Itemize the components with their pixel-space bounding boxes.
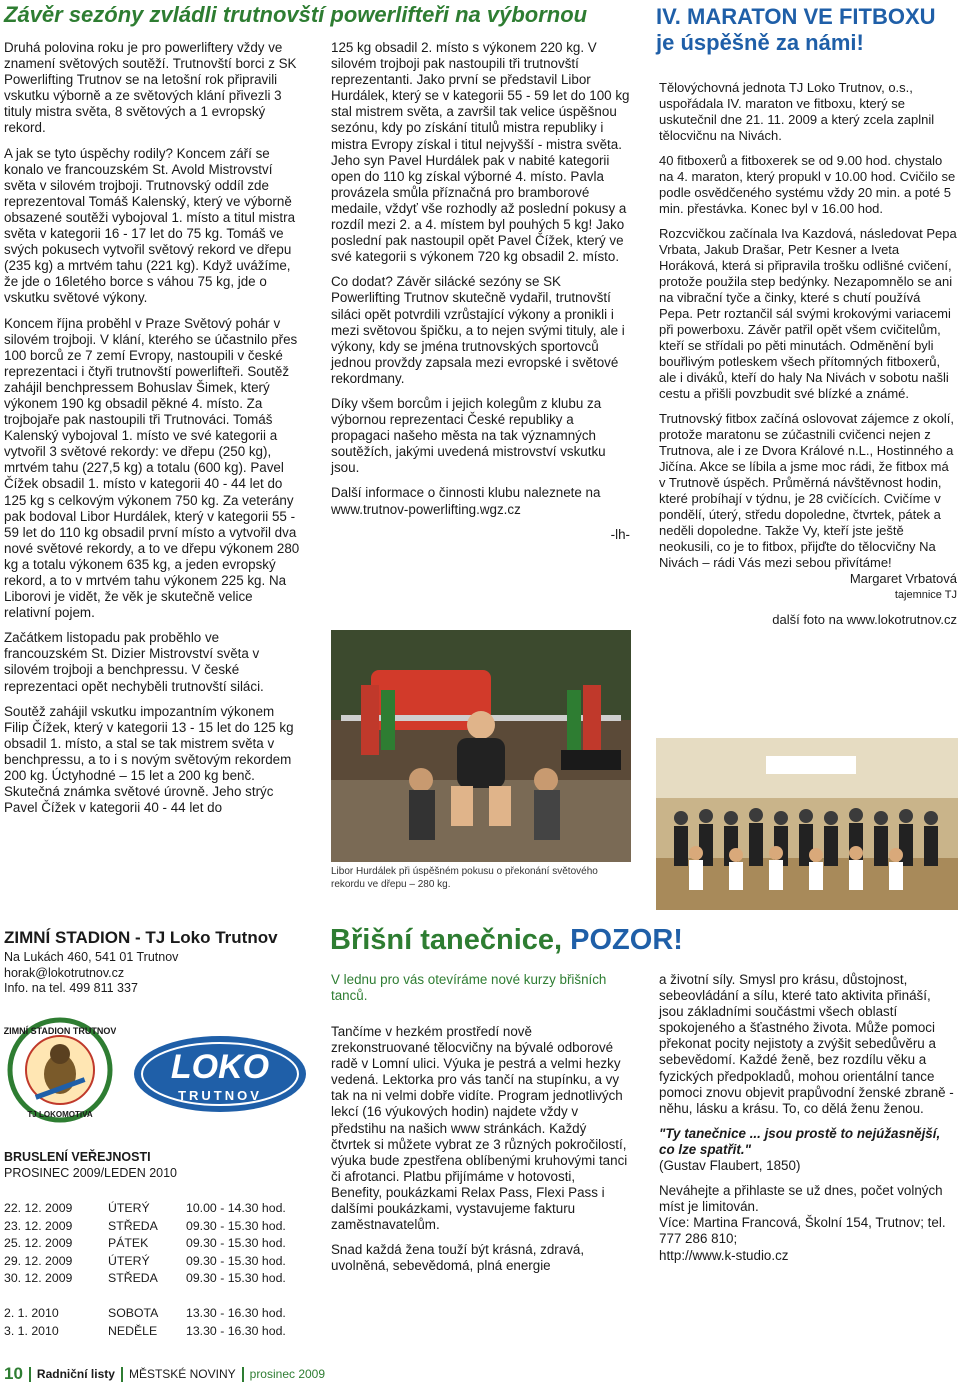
paragraph: Druhá polovina roku je pro powerliftery vždy ve znamení světových soutěží. Trutnovští borci z SK Powerlifting Trutnov se na letošní rok připravili vskutku výborně a ze světových klání přivezli 3 tituly mistra světa, 8 světových a 1 evropský rekord.: [4, 40, 297, 136]
belly-title-part1: Břišní tanečnice,: [330, 924, 571, 956]
skating-schedule: [4, 1200, 314, 1340]
schedule-time: 10.00 - 14.30 hod.: [186, 1201, 286, 1215]
powerlifting-column-2: [331, 40, 630, 552]
logo-word-loko: LOKO: [170, 1048, 270, 1086]
paragraph: a životní síly. Smysl pro krásu, důstojnost, sebeovládání a sílu, které tato aktivita přináší, jsou základními součástmi všech oblastí spokojeného a šťastného života. Může pomoci překonat pocity nejistoty a zvýšit sebedůvěru a sebevědomí. Každé ženě, bez rozdílu věku a fyzických předpokladů, mohou orientální tance pomoci znovu objevit prapůvodní ženské zbraně - něhu, lásku a krásu. To, co dělá ženu ženou.: [659, 972, 954, 1116]
footer-issue: prosinec 2009: [249, 1367, 326, 1381]
schedule-row: [4, 1323, 314, 1341]
footer-divider: [242, 1367, 244, 1382]
schedule-row: [4, 1270, 314, 1288]
paragraph: Rozcvičkou začínala Iva Kazdová, následovat Pepa Vrbata, Jakub Drašar, Petr Kesner a Iveta Horáková, která si připravila trošku odlišné cvičení, protože použila step bedýnky. Nezapomnělo se ani na vibrační tyče a činky, které s chutí používá Pepa. Petr roztančil sál svými krokovými variacemi při powerboxu. Závěr patřil opět všem cvičitelům, kteří se střídali po pěti minutách. Odměnění byli bouřlivým potleskem všech přítomných fitboxerů, ale i diváků, kteří do haly Na Nivách v sobotu našli cestu a přišli povzbudit své blízké a známé.: [659, 226, 957, 401]
quote: "Ty tanečnice ... jsou prostě to nejúžasnější, co lze spatřit.": [659, 1125, 941, 1157]
schedule-time: 09.30 - 15.30 hod.: [186, 1271, 286, 1286]
schedule-subtitle: PROSINEC 2009/LEDEN 2010: [4, 1165, 178, 1180]
schedule-day: STŘEDA: [108, 1218, 158, 1233]
paragraph: Tančíme v hezkém prostředí nově zrekonstruované tělocvičny na bývalé odborové radě v Lomní ulici. Výuka je pestrá a velmi hezky vedená. Lektorka pro vás tančí na stupínku, a vy tak na ni velmi dobře vidíte. Program jednotlivých lekcí (16 výukových hodin) najdete vždy v předstihu na našich www stránkách. Každý čtvrtek si můžete vybrat ze 3 různých pokročilostí, výuka bude zpestřena oblíbenými kruhovými tanci či afrotanci. Platbu přijímáme v hotovosti, Benefity, poukázkami Relax Pass, Flexi Pass i dalšími poukázkami, vystavujeme fakturu zaměstnavatelům.: [331, 1024, 628, 1233]
schedule-date: 23. 12. 2009: [4, 1218, 73, 1233]
paragraph: Co dodat? Závěr silácké sezóny se SK Powerlifting Trutnov skutečně vydařil, trutnovští siláci opět potvrdili vzrůstající výkony a pronikli i mezi světovou špičku, a to nejen svými tituly, ale i výkony, kdy se jména trutnovských sportovců jednou provždy zapsala mezi evropské i světové rekordmany.: [331, 274, 625, 386]
stadium-contact: [4, 950, 314, 997]
schedule-date: 29. 12. 2009: [4, 1253, 73, 1268]
powerlifting-column-1: [4, 40, 300, 825]
logo-subtext: TJ LOKOMOTIVA: [27, 1110, 93, 1119]
maraton-group-photo: [656, 738, 958, 910]
article-title-maraton: [656, 4, 956, 56]
quote-author: (Gustav Flaubert, 1850): [659, 1158, 801, 1174]
schedule-row: [4, 1200, 314, 1218]
author-signature: -lh-: [610, 526, 630, 542]
stadium-phone: Info. na tel. 499 811 337: [4, 981, 138, 995]
page-number: 10: [4, 1364, 23, 1383]
more-photos-link: další foto na www.lokotrutnov.cz: [772, 612, 957, 627]
group-photo-illustration: [656, 738, 958, 910]
belly-column-2: [659, 972, 957, 1273]
page-footer: [4, 1364, 325, 1384]
schedule-time: 09.30 - 15.30 hod.: [186, 1253, 286, 1268]
author-name: Margaret Vrbatová: [849, 571, 957, 586]
powerlifting-photo: [331, 630, 631, 862]
schedule-row: [4, 1305, 314, 1323]
article-title-powerlifting: Závěr sezóny zvládli trutnovští powerlifteři na výbornou: [4, 2, 588, 27]
logo-text: ZIMNÍ STADION TRUTNOV: [4, 1026, 116, 1036]
paragraph: Další informace o činnosti klubu naleznete na www.trutnov-powerlifting.wgz.cz: [331, 485, 601, 517]
schedule-time: 13.30 - 16.30 hod.: [186, 1305, 286, 1320]
maraton-body: [659, 80, 957, 637]
paragraph: 40 fitboxerů a fitboxerek se od 9.00 hod. chystalo na 4. maraton, který propukl v 10.00 hod. Cvičilo se podle osvědčeného systému vždy 20 min. a poté 5 min. přestávka. Konec byl v 16.00 hod.: [659, 153, 956, 216]
schedule-time: 13.30 - 16.30 hod.: [186, 1323, 286, 1338]
paragraph: Koncem října proběhl v Praze Světový pohár v silovém trojboji. V klání, kterého se účastnilo přes 100 borců ze 7 zemí Evropy, nastoupili v české reprezentaci i čtyři trutnovští powerlifteři. Soutěž zahájil benchpressem Bohuslav Šimek, který výkonem 190 kg obsadil pěkné 4. místo. Za trojbojaře pak nastoupili tři Trutnováci. Tomáš Kalenský vybojoval 1. místo ve své kategorii a vytvořil 3 světové rekordy: ve dřepu (250 kg), mrtvém tahu (227,5 kg) a totalu (600 kg). Pavel Čížek obsadil 1. místo v kategorii 40 - 44 let do 125 kg s celkovým výkonem 750 kg. Za veterány pak bodoval Libor Hurdálek, který v kategorii 55 - 59 let do 110 kg obsadil první místo a vytvořil dva nové světové rekordy, a to ve dřepu výkonem 280 kg a totalu výkonem 635 kg, a jeden evropský rekord, a to v mrtvém tahu výkonem 225 kg. Na Liborovi je vidět, že věk je skutečně velice relativní pojem.: [4, 315, 300, 621]
paragraph: Soutěž zahájil vskutku impozantním výkonem Filip Čížek, který v kategorii 13 - 15 let do 125 kg obsadil 1. místo, a stal se tak mistrem světa v benchpressu, a to i s novým světovým rekordem 200 kg. Úctyhodné – 15 let a 200 kg benč. Skutečná známka světové úrovně. Jeho strýc Pavel Čížek v kategorii 40 - 44 let do: [4, 703, 294, 816]
contact-line: Neváhejte a přihlaste se už dnes, počet volných míst je limitován.: [659, 1183, 943, 1215]
squat-photo-illustration: [331, 630, 631, 862]
author-role: tajemnice TJ: [894, 589, 957, 601]
footer-divider: [29, 1367, 31, 1382]
schedule-day: NEDĚLE: [108, 1323, 158, 1338]
schedule-day: ÚTERÝ: [108, 1253, 150, 1268]
photo-caption: Libor Hurdálek při úspěšném pokusu o překonání světového rekordu ve dřepu – 280 kg.: [331, 866, 598, 890]
paragraph: Tělovýchovná jednota TJ Loko Trutnov, o.s., uspořádala IV. maraton ve fitboxu, který se uskutečnil dne 21. 11. 2009 a který zcela zaplnil tělocvičnu na Nivách.: [659, 80, 935, 143]
schedule-date: 30. 12. 2009: [4, 1271, 73, 1286]
schedule-row: [4, 1253, 314, 1271]
schedule-day: PÁTEK: [108, 1236, 149, 1251]
schedule-date: 3. 1. 2010: [4, 1323, 59, 1338]
paragraph: Trutnovský fitbox začíná oslovovat zájemce z okolí, protože maratonu se zúčastnili cvičenci nejen z Trutnova, ale i ze Dvora Králové n.L., Hostinného a Jičína. Akce se líbila a jsme moc rádi, že fitbox má v Trutnově úspěch. Průměrná návštěvnost hodin, které probíhají v týdnu, je 28 cvičících. Cvičíme v pondělí, úterý, středu dopoledne, čtvrtek, pátek a neděli dopoledne. Takže Vy, kteří jste ještě neokusili, co je to fitbox, přijďte do tělocvičny Na Nivách – rádi Vás mezi sebou přivítáme!: [659, 411, 955, 570]
schedule-time: 09.30 - 15.30 hod.: [186, 1236, 286, 1251]
contact-line: Více: Martina Francová, Školní 154, Trutnov; tel. 777 286 810;: [659, 1215, 946, 1247]
stadium-email[interactable]: horak@lokotrutnov.cz: [4, 965, 125, 980]
paragraph: Snad každá žena touží být krásná, zdravá, uvolněná, sebevědomá, plná energie: [331, 1242, 585, 1274]
paragraph: 125 kg obsadil 2. místo s výkonem 220 kg. V silovém trojboji pak nastoupili tři trutnovští reprezentanti. Jako první se představil Libor Hurdálek, který se v kategorii 55 - 59 let do 100 kg stal mistrem světa, a završil tak velice úspěšnou sezónu, kdy po získání titulů mistra republiky i mistra Evropy získal i titul nejvyšší - mistra světa. Jeho syn Pavel Hurdálek pak v nabité kategorii open do 110 kg získal výborné 4. místo. Pavla provázela smůla příznačná pro bramborové medaile, vždyť vše rozhodly až poslední pokusy a rozdíl mezi 2. a 4. místem byl pouhých 5 kg! Jako poslední pak nastoupil opět Pavel Čížek, který ve své kategorii s výkonem 720 kg obsadil 2. místo.: [331, 40, 630, 265]
schedule-date: 25. 12. 2009: [4, 1236, 73, 1251]
stadium-address: Na Lukách 460, 541 01 Trutnov: [4, 950, 179, 964]
schedule-date: 2. 1. 2010: [4, 1305, 59, 1320]
schedule-heading: [4, 1150, 314, 1181]
paragraph: Začátkem listopadu pak proběhlo ve francouzském St. Dizier Mistrovství světa v silovém trojboji a benchpressu. V české reprezentaci opět nechyběli trutnovští siláci.: [4, 630, 264, 694]
schedule-date: 22. 12. 2009: [4, 1201, 73, 1215]
logo-word-trutnov: TRUTNOV: [178, 1088, 262, 1103]
belly-column-1: [331, 1024, 629, 1283]
schedule-day: SOBOTA: [108, 1305, 159, 1320]
footer-paper: MĚSTSKÉ NOVINY: [128, 1367, 236, 1381]
schedule-day: STŘEDA: [108, 1271, 158, 1286]
footer-divider: [121, 1367, 123, 1382]
article-title-belly-dance: [330, 924, 683, 957]
belly-lead: V lednu pro vás otevíráme nové kurzy břišních tanců.: [331, 972, 607, 1004]
schedule-day: ÚTERÝ: [108, 1201, 150, 1215]
paragraph: A jak se tyto úspěchy rodily? Koncem září se konalo ve francouzském St. Avold Mistrovství světa v silovém trojboji. Trutnovský oddíl zde reprezentoval Tomáš Kalenský, který ve výborně obsazené soutěži vybojoval 1. místo a titul mistra světa v kategorii 16 - 17 let do 75 kg. Tomáš ve svých pokusech vytvořil světový rekord ve dřepu (235 kg) a mrtvém tahu (221 kg). Když uvážíme, že jde o 16letého borce s váhou 75 kg, jde o vskutku světové výkony.: [4, 145, 296, 306]
stadium-title: ZIMNÍ STADION - TJ Loko Trutnov: [4, 928, 278, 947]
stadium-logo: [4, 1016, 116, 1124]
schedule-title: BRUSLENÍ VEŘEJNOSTI: [4, 1150, 151, 1164]
belly-title-part2: POZOR!: [570, 924, 683, 956]
paragraph: Díky všem borcům i jejich kolegům z klubu za výbornou reprezentaci České republiky a propagaci našeho města na tak významných soutěžích, jakými uvedená mistrovství vskutku jsou.: [331, 395, 606, 476]
footer-section: Radniční listy: [36, 1367, 115, 1381]
schedule-time: 09.30 - 15.30 hod.: [186, 1218, 286, 1233]
schedule-row: [4, 1235, 314, 1253]
maraton-title-line1: IV. MARATON VE FITBOXU: [656, 4, 936, 29]
loko-logo: [130, 1032, 310, 1116]
schedule-row: [4, 1218, 314, 1236]
website-link[interactable]: http://www.k-studio.cz: [659, 1247, 789, 1263]
maraton-title-line2: je úspěšně za námi!: [656, 30, 864, 55]
